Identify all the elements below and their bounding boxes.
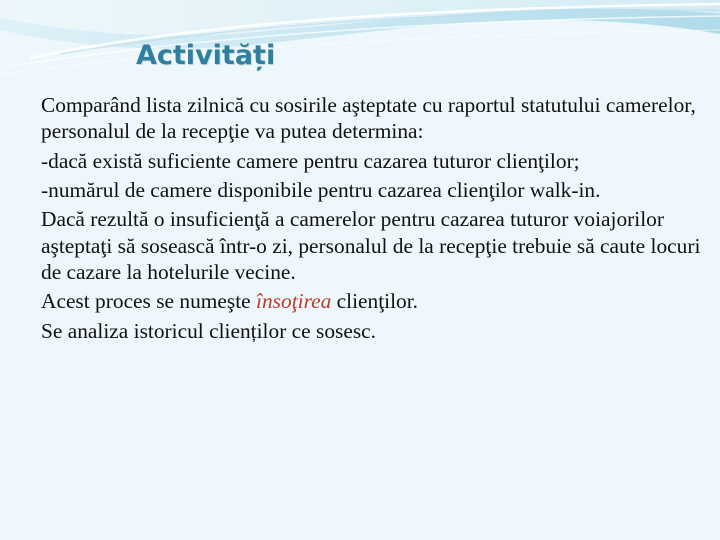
accent-term: însoţirea <box>256 289 332 314</box>
process-text-after: clienţilor. <box>331 289 419 314</box>
paragraph-insufficiency: Dacă rezultă o insuficienţă a camerelor pentru cazarea tuturor voiajorilor aşteptaţi să sosească într-o zi, personalul de la recepţie trebuie să caute locuri de cazare la hotelurile vecine. <box>41 207 701 284</box>
bullet-walk-in-rooms: -numărul de camere disponibile pentru cazarea clienţilor walk-in. <box>41 177 601 202</box>
paragraph-intro: Comparând lista zilnică cu sosirile aşteptate cu raportul statutului camerelor, personalul de la recepţie va putea determina: <box>41 93 696 144</box>
slide-body <box>41 92 715 347</box>
paragraph-history: Se analiza istoricul clienților ce sosesc. <box>41 318 377 343</box>
process-text-before: Acest proces se numeşte <box>41 289 257 314</box>
bullet-sufficient-rooms: -dacă există suficiente camere pentru cazarea tuturor clienţilor; <box>41 148 580 173</box>
slide-title: Activități <box>136 40 276 71</box>
paragraph-process <box>41 288 715 314</box>
